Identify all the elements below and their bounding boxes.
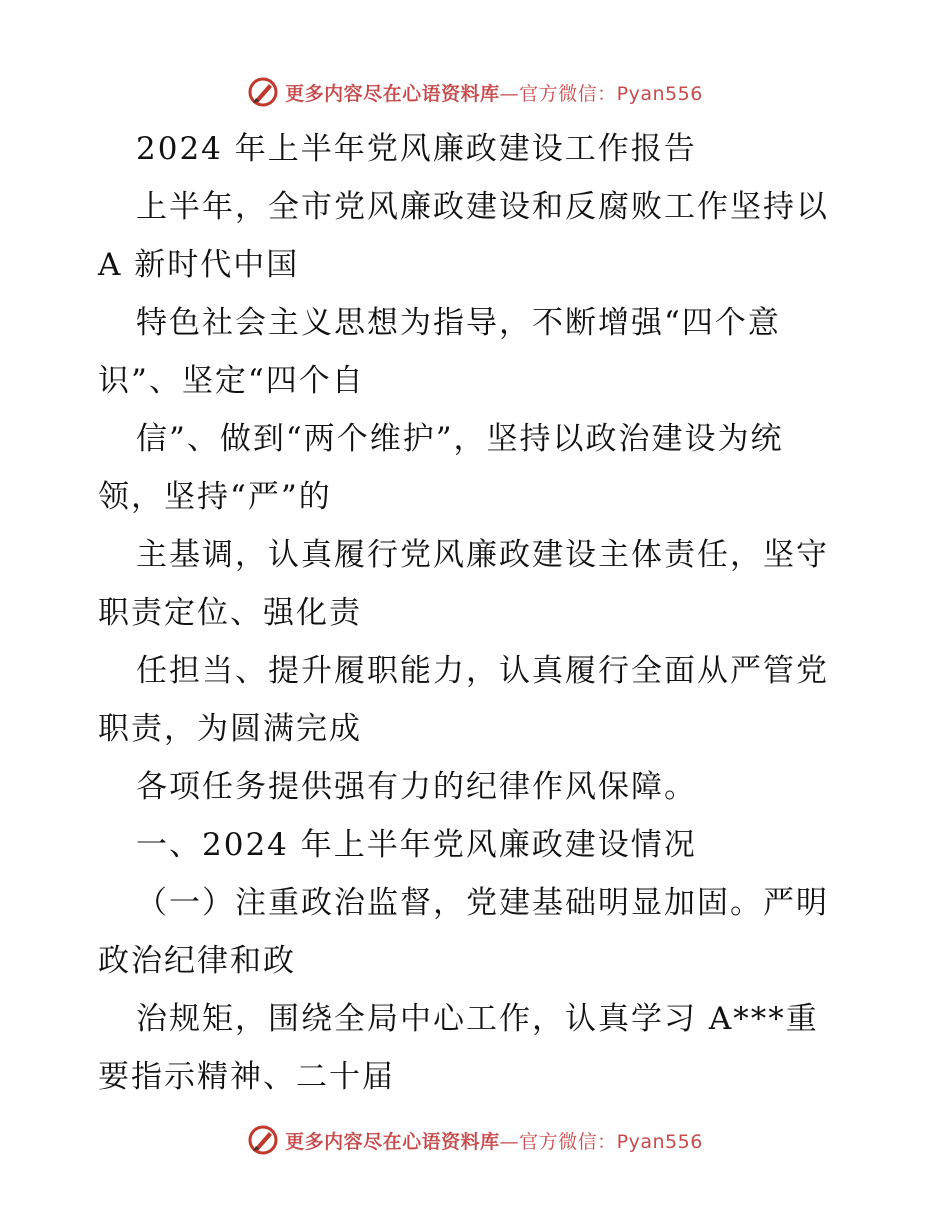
paragraph-line: 领，坚持“严”的 xyxy=(98,479,332,515)
paragraph-line: 主基调，认真履行党风廉政建设主体责任，坚守 xyxy=(136,537,829,573)
paragraph-line: 要指示精神、二十届 xyxy=(98,1059,395,1095)
pen-logo-icon xyxy=(247,76,279,108)
paragraph-line: 任担当、提升履职能力，认真履行全面从严管党 xyxy=(136,653,829,689)
doc-title: 2024 年上半年党风廉政建设工作报告 xyxy=(136,131,697,167)
paragraph-line: 治规矩，围绕全局中心工作，认真学习 A***重 xyxy=(136,1001,819,1037)
document-body xyxy=(98,120,858,1106)
watermark-tail: 官方微信：Pyan556 xyxy=(519,82,703,105)
pen-logo-icon xyxy=(247,1124,279,1156)
paragraph-line: 政治纪律和政 xyxy=(98,943,296,979)
paragraph-line: 上半年，全市党风廉政建设和反腐败工作坚持以 xyxy=(136,189,829,225)
paragraph-line: 职责定位、强化责 xyxy=(98,595,362,631)
header-watermark xyxy=(0,72,950,112)
section-heading: 一、2024 年上半年党风廉政建设情况 xyxy=(136,827,697,863)
watermark-text: 更多内容尽在心语资料库 xyxy=(285,1130,500,1153)
paragraph-line: 各项任务提供强有力的纪律作风保障。 xyxy=(136,769,697,805)
watermark-tail: 官方微信：Pyan556 xyxy=(519,1130,703,1153)
watermark-dash: — xyxy=(499,82,520,105)
subsection-heading: （一）注重政治监督，党建基础明显加固。严明 xyxy=(136,885,829,921)
paragraph-line: 特色社会主义思想为指导，不断增强“四个意 xyxy=(136,305,781,341)
footer-watermark xyxy=(0,1120,950,1160)
watermark-dash: — xyxy=(499,1130,520,1153)
paragraph-line: 职责，为圆满完成 xyxy=(98,711,362,747)
watermark-text: 更多内容尽在心语资料库 xyxy=(285,82,500,105)
paragraph-line: 信”、做到“两个维护”，坚持以政治建设为统 xyxy=(136,421,784,457)
paragraph-line: 识”、坚定“四个自 xyxy=(98,363,365,399)
paragraph-line: A 新时代中国 xyxy=(98,247,300,283)
